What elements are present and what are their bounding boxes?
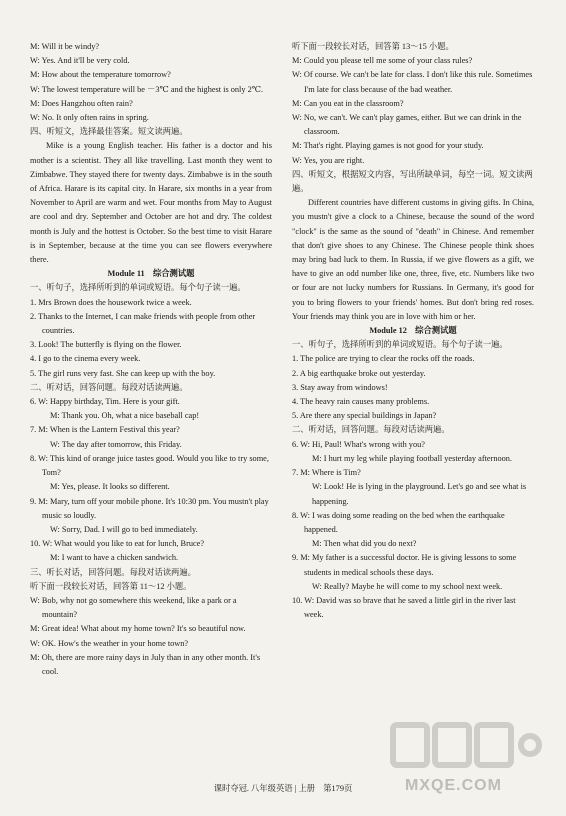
watermark-text: MXQE.COM — [405, 777, 502, 794]
right-line: 四、听短文，根据短文内容，写出所缺单词，每空一词。短文读两遍。 — [292, 169, 533, 194]
left-line: M: I want to have a chicken sandwich. — [50, 553, 179, 563]
right-line: M: Can you eat in the classroom? — [292, 98, 404, 108]
left-line: 7. M: When is the Lantern Festival this year? — [30, 425, 180, 435]
right-line: 2. A big earthquake broke out yesterday. — [292, 368, 426, 378]
right-line: W: No, we can't. We can't play games, either. But we can drink in the classroom. — [292, 113, 522, 137]
watermark-stamp — [385, 715, 545, 795]
right-line: 二、听对话，回答问题。每段对话读两遍。 — [292, 425, 450, 435]
left-line: W: The lowest temperature will be －3℃ and the highest is only 2℃. — [30, 84, 264, 94]
right-line: 4. The heavy rain causes many problems. — [292, 397, 430, 407]
left-line: 二、听对话，回答问题。每段对话读两遍。 — [30, 382, 188, 392]
left-line: 3. Look! The butterfly is flying on the flower. — [30, 340, 182, 350]
right-line: 9. M: My father is a successful doctor. He is giving lessons to some students in medical schools these days. — [292, 553, 517, 577]
left-line: 8. W: This kind of orange juice tastes good. Would you like to try some, Tom? — [30, 453, 269, 478]
left-line: W: Yes. And it'll be very cold. — [30, 56, 130, 66]
right-line: W: Look! He is lying in the playground. Let's go and see what is happening. — [312, 482, 527, 506]
left-column — [30, 40, 272, 679]
left-line: W: No. It only often rains in spring. — [30, 113, 149, 123]
left-line: M: Thank you. Oh, what a nice baseball cap! — [50, 411, 200, 421]
left-line: 四、听短文，选择最佳答案。短文读两遍。 — [30, 127, 188, 137]
right-line: M: That's right. Playing games is not good for your study. — [292, 141, 484, 151]
right-line: M: Then what did you do next? — [312, 539, 417, 549]
left-line: W: The day after tomorrow, this Friday. — [50, 439, 182, 449]
right-line: W: Yes, you are right. — [292, 155, 365, 165]
left-line: M: How about the temperature tomorrow? — [30, 70, 171, 80]
right-line: M: Could you please tell me some of your class rules? — [292, 56, 473, 66]
left-line: 听下面一段较长对话，回答第 11～12 小题。 — [30, 581, 192, 591]
page-footer: 课时夺冠. 八年级英语 | 上册 第179页 — [213, 784, 353, 793]
left-line: M: Oh, there are more rainy days in July than in any other month. It's cool. — [30, 652, 261, 676]
left-line: M: Does Hangzhou often rain? — [30, 98, 133, 108]
right-line: 5. Are there any special buildings in Japan? — [292, 411, 437, 421]
right-line: 7. M: Where is Tim? — [292, 468, 361, 478]
left-line: 1. Mrs Brown does the housework twice a week. — [30, 297, 192, 307]
right-line: Different countries have different customs in giving gifts. In China, you mustn't give a clock to a Chinese, because the sound of the word "clock" is the same as the sound of "death" in Chinese. And remember that don't give shoes to any Chinese. The Chinese people think shoes may bring bad luck to them. In Russia, if we give flowers as a gift, we have to give an odd number like one, three, five, etc. Numbers like two or four are not lucky numbers for Russians. In Germany, it's good for you to bring flowers to your friends' homes. But don't bring red roses. Your friends may think you are in love with him or her. — [292, 198, 534, 321]
left-line: M: Will it be windy? — [30, 42, 100, 51]
right-line: 6. W: Hi, Paul! What's wrong with you? — [292, 439, 425, 449]
right-line: W: Really? Maybe he will come to my school next week. — [312, 581, 503, 591]
right-line: M: I hurt my leg while playing football yesterday afternoon. — [312, 453, 512, 463]
left-line: Mike is a young English teacher. His father is a doctor and his mother is a scientist. They all like travelling. Last month they went to Zimbabwe. They stayed there for twenty days. Zimbabwe is in the south of Africa. Harare is its capital city. In Harare, six months in a year from November to April are warm and wet. Four months from May to August are cool and dry. September and October are hot and dry. The coldest month is July and the hottest is October. So the best time to visit Harare is in September, because at the time you can see flowers everywhere there. — [30, 141, 272, 265]
left-line: M: Yes, please. It looks so different. — [50, 482, 170, 492]
right-line: 一、听句子，选择所听到的单词或短语。每个句子读一遍。 — [292, 340, 508, 350]
left-line: 9. M: Mary, turn off your mobile phone. It's 10:30 pm. You mustn't play music so loudly. — [30, 496, 269, 520]
right-line: W: Of course. We can't be late for class. I don't like this rule. Sometimes I'm late for class because of the bad weather. — [292, 70, 533, 94]
right-line: 10. W: David was so brave that he saved a little girl in the river last week. — [292, 595, 516, 620]
left-line: W: Sorry, Dad. I will go to bed immediately. — [50, 524, 198, 534]
left-line: 5. The girl runs very fast. She can keep up with the boy. — [30, 368, 216, 378]
right-line: 8. W: I was doing some reading on the bed when the earthquake happened. — [292, 510, 505, 534]
watermark-logo-icon — [385, 715, 545, 775]
right-line: Module 12 综合测试题 — [369, 326, 457, 336]
right-line: 1. The police are trying to clear the rocks off the roads. — [292, 354, 475, 364]
left-line: 三、听长对话，回答问题。每段对话读两遍。 — [30, 567, 196, 577]
left-line: 6. W: Happy birthday, Tim. Here is your gift. — [30, 397, 180, 407]
left-line: 一、听句子，选择所听到的单词或短语。每个句子读一遍。 — [30, 283, 246, 293]
left-line: 4. I go to the cinema every week. — [30, 354, 141, 364]
left-line: M: Great idea! What about my home town? It's so beautiful now. — [30, 624, 246, 634]
right-line: 3. Stay away from windows! — [292, 382, 388, 392]
left-line: W: OK. How's the weather in your home town? — [30, 638, 189, 648]
left-line: 2. Thanks to the Internet, I can make friends with people from other countries. — [30, 311, 256, 336]
right-line: 听下面一段较长对话，回答第 13～15 小题。 — [292, 42, 454, 51]
right-column — [292, 40, 534, 622]
left-line: W: Bob, why not go somewhere this weekend, like a park or a mountain? — [30, 595, 237, 620]
left-line: 10. W: What would you like to eat for lunch, Bruce? — [30, 539, 205, 549]
left-line: Module 11 综合测试题 — [107, 269, 195, 279]
